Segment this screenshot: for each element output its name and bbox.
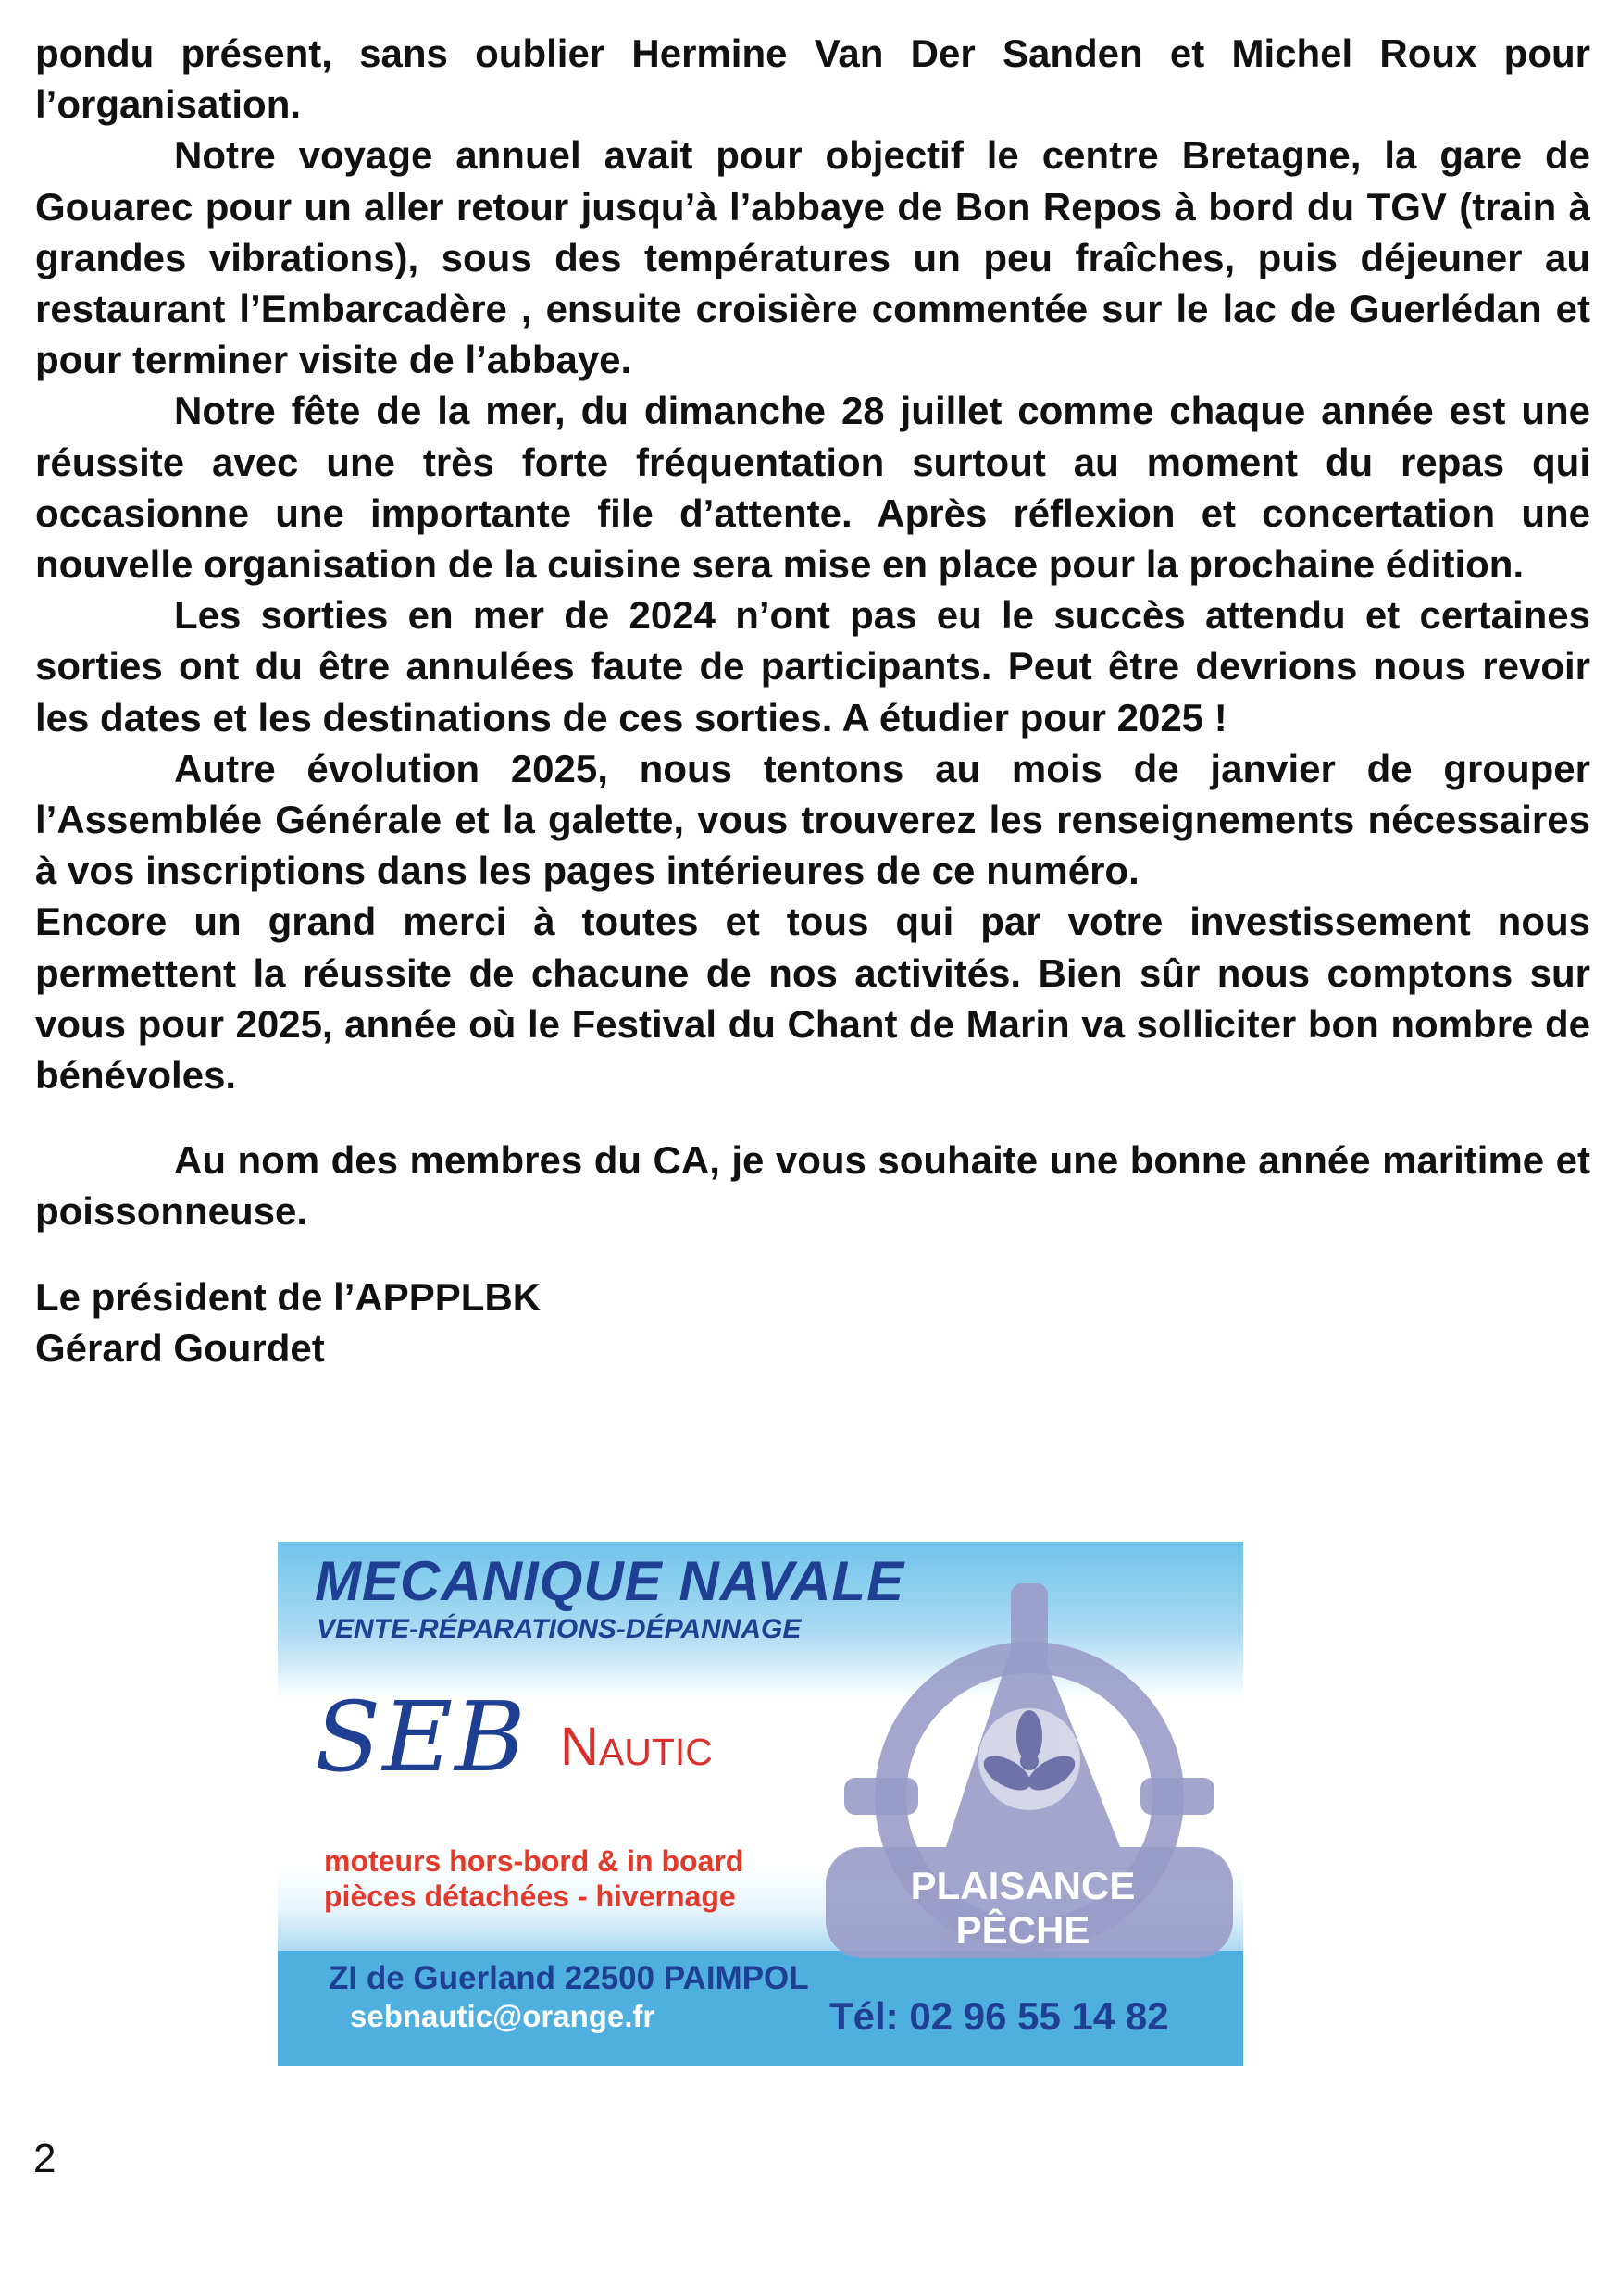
- paragraph-evolution-2025: Autre évolution 2025, nous tentons au mois de janvier de grouper l’Assemblée Générale et la galette, vous trouverez les renseignements nécessaires à vos inscriptions dans les pages intérieures de ce numéro.: [35, 746, 1590, 893]
- signature-title: Le président de l’APPPLBK: [35, 1274, 542, 1319]
- seb-nautic-advert: [278, 1542, 1243, 2066]
- advert-phone: Tél: 02 96 55 14 82: [829, 1994, 1169, 2038]
- paragraph-wishes: Au nom des membres du CA, je vous souhaite une bonne année maritime et poissonneuse.: [35, 1138, 1590, 1234]
- advert-brand-script: SEB: [315, 1681, 528, 1793]
- advert-logo-line-peche: PÊCHE: [955, 1908, 1090, 1952]
- paragraph-continuation: pondu présent, sans oublier Hermine Van Der Sanden et Michel Roux pour l’organisation.: [35, 31, 1590, 127]
- advert-brand-word: Nautic: [560, 1717, 713, 1777]
- paragraph-sea-outings: Les sorties en mer de 2024 n’ont pas eu le succès attendu et certaines sorties ont du être annulées faute de participants. Peut être devrions nous revoir les dates et les destinations de ces sorties. A étudier pour 2025 !: [35, 593, 1590, 739]
- advert-email: sebnautic@orange.fr: [350, 1999, 655, 2033]
- advert-address: ZI de Guerland 22500 PAIMPOL: [329, 1960, 809, 1996]
- advert-service-parts: pièces détachées - hivernage: [324, 1880, 736, 1913]
- paragraph-annual-trip: Notre voyage annuel avait pour objectif le centre Bretagne, la gare de Gouarec pour un aller retour jusqu’à l’abbaye de Bon Repos à bord du TGV (train à grandes vibrations), sous des températures un peu fraîches, puis déjeuner au restaurant l’Embarcadère , ensuite croisière commentée sur le lac de Guerlédan et pour terminer visite de l’abbaye.: [35, 133, 1590, 382]
- page-number: 2: [33, 2136, 56, 2181]
- letter-body: [35, 28, 1590, 1373]
- advert-subtitle: VENTE-RÉPARATIONS-DÉPANNAGE: [317, 1614, 802, 1644]
- advert-logo-line-plaisance: PLAISANCE: [910, 1864, 1136, 1907]
- paragraph-thanks: Encore un grand merci à toutes et tous qui par votre investissement nous permettent la réussite de chacune de nos activités. Bien sûr nous comptons sur vous pour 2025, année où le Festival du Chant de Marin va solliciter bon nombre de bénévoles.: [35, 900, 1590, 1098]
- signature-name: Gérard Gourdet: [35, 1325, 325, 1370]
- advert-service-engines: moteurs hors-bord & in board: [324, 1844, 744, 1878]
- advert-title: MECANIQUE NAVALE: [315, 1550, 905, 1612]
- advert-logo-caption: [852, 1864, 1194, 1953]
- advert-services: [324, 1843, 743, 1914]
- paragraph-sea-festival: Notre fête de la mer, du dimanche 28 juillet comme chaque année est une réussite avec une très forte fréquentation surtout au moment du repas qui occasionne une importante file d’attente. Après réflexion et concertation une nouvelle organisation de la cuisine sera mise en place pour la prochaine édition.: [35, 389, 1590, 587]
